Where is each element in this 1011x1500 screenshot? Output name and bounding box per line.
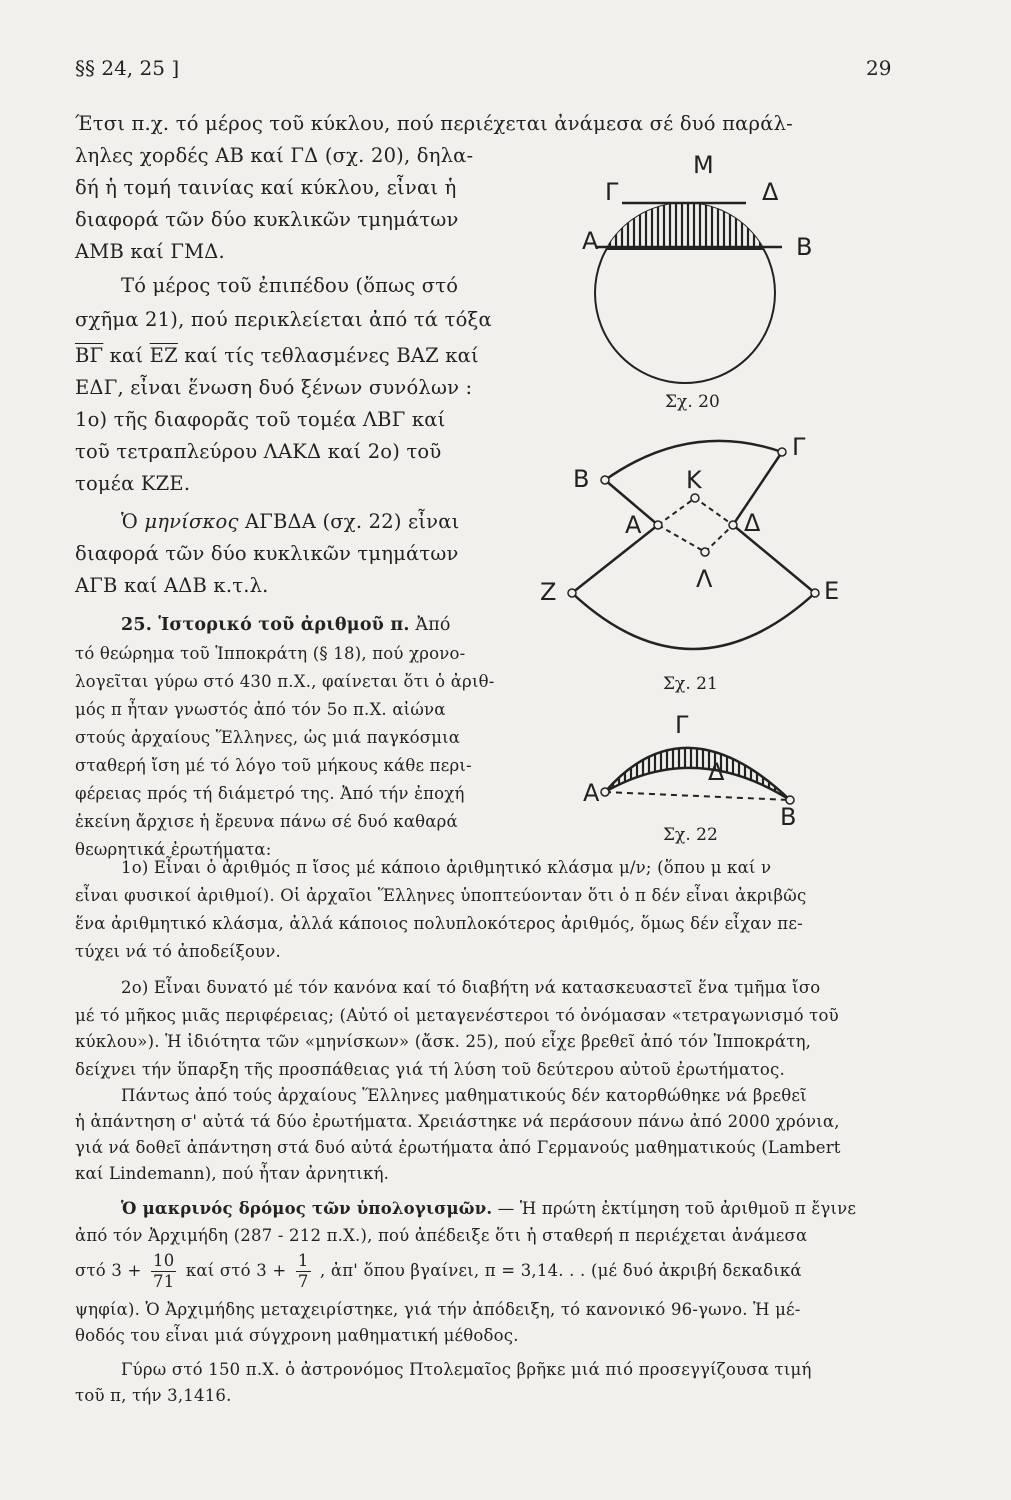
point-d (729, 521, 737, 529)
text-line: Ὁ μηνίσκος ΑΓΒΔΑ (σχ. 22) εἶναι (121, 510, 460, 533)
text-line: στούς ἀρχαίους Ἕλληνες, ὡς μιά παγκόσμια (75, 728, 461, 747)
text-line: ἐκείνη ἄρχισε ἡ ἔρευνα πάνω σέ δυό καθαρά (75, 812, 458, 831)
point-k (691, 494, 699, 502)
label-b: Β (780, 803, 797, 831)
text-line: ψηφία). Ὁ Ἀρχιμήδης μεταχειρίστηκε, γιά τήν ἀπόδειξη, τό κανονικό 96-γωνο. Ἡ μέ- (75, 1300, 801, 1319)
label-z: Ζ (540, 578, 557, 606)
figure-22 (575, 700, 815, 850)
text-line: Γύρω στό 150 π.Χ. ὁ ἀστρονόμος Πτολεμαῖος βρῆκε μιά πιό προσεγγίζουσα τιμή (121, 1360, 812, 1379)
label-d: Δ (708, 758, 725, 786)
text-line: $\overline{B\Gamma}$ καί $\overline{EZ}$ καί τίς τεθλασμένες ΒΑΖ καί (75, 344, 479, 367)
label-d: Δ (744, 509, 761, 537)
text-line: δή ἡ τομή ταινίας καί κύκλου, εἶναι ἡ (75, 176, 457, 199)
arc-label: $\overline{B\Gamma}$ (75, 344, 104, 367)
arc-ze (572, 593, 815, 649)
text-line: σχῆμα 21), πού περικλείεται ἀπό τά τόξα (75, 308, 492, 331)
point-a (601, 788, 609, 796)
subheading: Ὁ μακρινός δρόμος τῶν ὑπολογισμῶν. (121, 1199, 493, 1218)
label-a: Α (582, 227, 599, 255)
section-reference: §§ 24, 25 ] (75, 56, 180, 80)
figure-caption: Σχ. 22 (663, 825, 718, 845)
text-line: ἕνα ἀριθμητικό κλάσμα, ἀλλά κάποιος πολυπλοκότερος ἀριθμός, ὅμως δέν εἶχαν πε- (75, 914, 803, 933)
arc-label: $\overline{EZ}$ (149, 344, 178, 367)
figure-21 (530, 425, 860, 700)
text-line: ἀπό τόν Ἀρχιμήδη (287 - 212 π.Χ.), πού ἀπέδειξε ὅτι ἡ σταθερή π περιέχεται ἀνάμεσα (75, 1226, 808, 1245)
label-b: Β (573, 465, 590, 493)
text-line: 1ο) Εἶναι ὁ ἀριθμός π ἴσος μέ κάποιο ἀριθμητικό κλάσμα μ/ν; (ὅπου μ καί ν (121, 858, 772, 877)
text-line: φέρειας πρός τή διάμετρό της. Ἀπό τήν ἐποχή (75, 784, 465, 803)
formula-line: στό 3 + $\frac{10}{71}$ καί στό 3 + $\frac{1}{7}$ , ἀπ' ὅπου βγαίνει, π = 3,14. . . (μέ δυό ἀκριβή δεκαδικά (75, 1251, 802, 1291)
label-b: Β (796, 233, 813, 261)
text-line: μός π ἦταν γνωστός ἀπό τόν 5ο π.Χ. αἰώνα (75, 700, 446, 719)
label-g: Γ (792, 433, 806, 461)
text-line: τοῦ π, τήν 3,1416. (75, 1386, 232, 1405)
text-line: ΑΓΒ καί ΑΔΒ κ.τ.λ. (75, 574, 269, 597)
text-line: μέ τό μῆκος μιᾶς περιφέρειας; (Αὐτό οἱ μεταγενέστεροι τό ὀνόμασαν «τετραγωνισμό τοῦ (75, 1006, 839, 1025)
label-m: Μ (693, 151, 714, 179)
section-heading-line: 25. Ἱστορικό τοῦ ἀριθμοῦ π. Ἀπό (121, 615, 451, 635)
fraction-10-71: $\frac{10}{71}$ (153, 1251, 175, 1291)
point-g (778, 448, 786, 456)
figure-caption: Σχ. 21 (663, 674, 718, 694)
dashed-quadrilateral (658, 498, 733, 552)
lune-shape (605, 748, 790, 800)
text-line: διαφορά τῶν δύο κυκλικῶν τμημάτων (75, 542, 459, 565)
label-l: Λ (696, 565, 713, 593)
fraction-1-7: $\frac{1}{7}$ (297, 1251, 309, 1291)
point-a (654, 521, 662, 529)
point-b (601, 476, 609, 484)
text-line: τοῦ τετραπλεύρου ΛΑΚΔ καί 2ο) τοῦ (75, 440, 442, 463)
label-k: Κ (686, 466, 702, 494)
text-line: Πάντως ἀπό τούς ἀρχαίους Ἕλληνες μαθηματικούς δέν κατορθώθηκε νά βρεθεῖ (121, 1086, 807, 1105)
text-line: ΕΔΓ, εἶναι ἕνωση δυό ξένων συνόλων : (75, 376, 473, 399)
text-line: ΑΜΒ καί ΓΜΔ. (75, 240, 225, 263)
text-line: τό θεώρημα τοῦ Ἱπποκράτη (§ 18), πού χρονο- (75, 644, 466, 663)
figure-caption: Σχ. 20 (665, 392, 720, 412)
label-a: Α (583, 779, 600, 807)
label-g: Γ (675, 711, 689, 739)
dashed-chord-ab (605, 792, 790, 800)
label-d: Δ (762, 178, 779, 206)
point-l (701, 548, 709, 556)
page-number: 29 (866, 56, 892, 80)
text-line: ἡ ἀπάντηση σ' αὐτά τά δύο ἐρωτήματα. Χρειάστηκε νά περάσουν πάνω ἀπό 2000 χρόνια, (75, 1112, 840, 1131)
text-line: κύκλου»). Ἡ ἰδιότητα τῶν «μηνίσκων» (ἄσκ. 25), πού εἶχε βρεθεῖ ἀπό τόν Ἱπποκράτη, (75, 1032, 812, 1051)
text-line: τύχει νά τό ἀποδείξουν. (75, 942, 281, 961)
text-line: γιά νά δοθεῖ ἀπάντηση στά δυό αὐτά ἐρωτήματα ἀπό Γερμανούς μαθηματικούς (Lambert (75, 1138, 841, 1157)
text-line: Έτσι π.χ. τό μέρος τοῦ κύκλου, πού περιέχεται ἀνάμεσα σέ δυό παράλ- (75, 112, 793, 135)
text-line: θεωρητικά ἐρωτήματα: (75, 840, 272, 859)
point-e (811, 589, 819, 597)
term-lune: μηνίσκος (144, 510, 239, 533)
text-line: διαφορά τῶν δύο κυκλικῶν τμημάτων (75, 208, 459, 231)
text-line: σταθερή ἴση μέ τό λόγο τοῦ μήκους κάθε περι- (75, 756, 472, 775)
text-line: θοδός του εἶναι μιά σύγχρονη μαθηματική μέθοδος. (75, 1326, 519, 1345)
text-line: καί Lindemann), πού ἦταν ἀρνητική. (75, 1164, 390, 1183)
text-line: λογεῖται γύρω στό 430 π.Χ., φαίνεται ὅτι ὁ ἀριθ- (75, 672, 495, 691)
text-line: Τό μέρος τοῦ ἐπιπέδου (ὅπως στό (121, 274, 459, 297)
figure-20 (560, 145, 830, 415)
text-line: 1ο) τῆς διαφορᾶς τοῦ τομέα ΛΒΓ καί (75, 408, 446, 431)
text-line: 2ο) Εἶναι δυνατό μέ τόν κανόνα καί τό διαβήτη νά κατασκευαστεῖ ἕνα τμῆμα ἴσο (121, 978, 821, 997)
text-line: ληλες χορδές ΑΒ καί ΓΔ (σχ. 20), δηλα- (75, 144, 474, 167)
label-a: Α (625, 511, 642, 539)
point-z (568, 589, 576, 597)
section-heading: 25. Ἱστορικό τοῦ ἀριθμοῦ π. (121, 615, 410, 635)
text-line: Ὁ μακρινός δρόμος τῶν ὑπολογισμῶν. — Ἡ πρώτη ἐκτίμηση τοῦ ἀριθμοῦ π ἔγινε (121, 1199, 857, 1218)
text-line: τομέα ΚΖΕ. (75, 472, 191, 495)
text-line: δείχνει τήν ὕπαρξη τῆς προσπάθειας γιά τή λύση τοῦ δεύτερου αὐτοῦ ἐρωτήματος. (75, 1060, 785, 1079)
label-e: Ε (824, 577, 840, 605)
segment-az (572, 525, 658, 593)
text-line: εἶναι φυσικοί ἀριθμοί). Οἱ ἀρχαῖοι Ἕλληνες ὑποπτεύονταν ὅτι ὁ π δέν εἶναι ἀκριβῶς (75, 886, 807, 905)
label-g: Γ (605, 178, 619, 206)
